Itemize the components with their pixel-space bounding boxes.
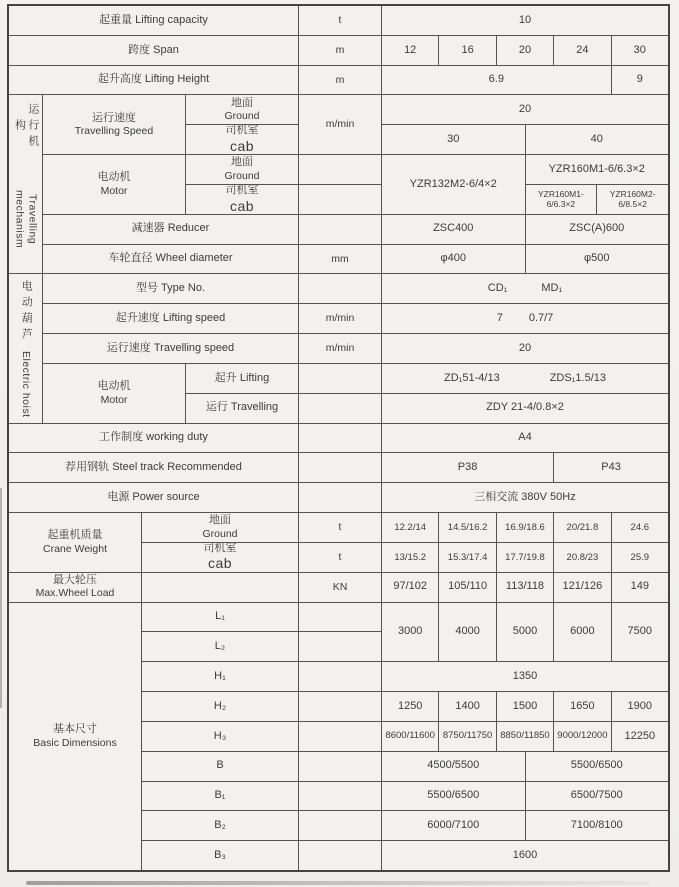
- hoist-travelling-speed-value: 20: [382, 334, 668, 363]
- crane-weight-ground-unit: t: [299, 513, 381, 542]
- dim-H3-value: 8750/11750: [439, 722, 495, 751]
- dim-H2-unit-empty: [299, 692, 381, 721]
- dim-B3-label: B₃: [142, 841, 298, 870]
- crane-weight-cab-label: 司机室 cab: [142, 543, 298, 572]
- dim-B1-unit-empty: [299, 782, 381, 811]
- power-source-unit-empty: [299, 483, 381, 512]
- scan-artifact-left-edge: [0, 488, 2, 708]
- dim-H2-value: 1650: [554, 692, 610, 721]
- max-wheel-load-unit: KN: [299, 573, 381, 602]
- dim-B1-value: 5500/6500: [382, 782, 525, 811]
- dim-H2-value: 1400: [439, 692, 495, 721]
- steel-track-value: P43: [554, 453, 668, 482]
- crane-weight-ground-value: 12.2/14: [382, 513, 438, 542]
- lifting-height-value: 6.9: [382, 66, 611, 95]
- section-travelling-mechanism-en: Travelling mechanism: [13, 189, 39, 249]
- lifting-capacity-unit: t: [299, 6, 381, 35]
- hoist-motor-lifting-label: 起升 Lifting: [186, 364, 298, 393]
- dim-B2-label: B₂: [142, 811, 298, 840]
- span-value: 20: [497, 36, 553, 65]
- dim-H2-value: 1500: [497, 692, 553, 721]
- travelling-speed-unit: m/min: [299, 95, 381, 154]
- travel-motor-value-right-top: YZR160M1-6/6.3×2: [526, 155, 669, 184]
- travelling-speed-cab-value: 30: [382, 125, 525, 154]
- span-value: 30: [612, 36, 668, 65]
- scan-artifact-bottom-edge: [26, 881, 649, 885]
- max-wheel-load-value: 121/126: [554, 573, 610, 602]
- type-no-label: 型号 Type No.: [43, 274, 298, 303]
- travel-motor-unit-empty: [299, 185, 381, 214]
- travelling-speed-ground-value: 20: [382, 95, 668, 124]
- hoist-travelling-speed-label: 运行速度 Travelling speed: [43, 334, 298, 363]
- span-label: 跨度 Span: [9, 36, 298, 65]
- travelling-speed-label-zh: 运行速度: [92, 111, 136, 124]
- lifting-capacity-value: 10: [382, 6, 668, 35]
- section-travelling-mechanism-zh: 运行机构: [13, 102, 39, 151]
- travelling-speed-label-en: Travelling Speed: [74, 125, 154, 138]
- max-wheel-load-value: 97/102: [382, 573, 438, 602]
- dim-L1-unit-empty: [299, 603, 381, 632]
- crane-weight-label: 起重机质量 Crane Weight: [9, 513, 141, 572]
- span-value: 12: [382, 36, 438, 65]
- reducer-value: ZSC(A)600: [526, 215, 669, 244]
- hoist-motor-lifting-unit-empty: [299, 364, 381, 393]
- travel-motor-value-left: YZR132M2-6/4×2: [382, 155, 525, 214]
- max-wheel-load-value: 105/110: [439, 573, 495, 602]
- travelling-speed-cab-value: 40: [526, 125, 669, 154]
- dim-B1-value: 6500/7500: [526, 782, 669, 811]
- travelling-speed-ground-label: 地面 Ground: [186, 95, 298, 124]
- dim-B3-unit-empty: [299, 841, 381, 870]
- crane-spec-table: [7, 4, 670, 872]
- type-no-unit-empty: [299, 274, 381, 303]
- working-duty-label: 工作制度 working duty: [9, 424, 298, 453]
- steel-track-value: P38: [382, 453, 553, 482]
- dim-L-value: 4000: [439, 603, 495, 662]
- section-electric-hoist-en: Electric hoist: [19, 350, 32, 418]
- hoist-motor-label: 电动机 Motor: [43, 364, 185, 423]
- dim-L-value: 3000: [382, 603, 438, 662]
- power-source-label: 电源 Power source: [9, 483, 298, 512]
- hoist-motor-travelling-value: ZDY 21-4/0.8×2: [382, 394, 668, 423]
- max-wheel-load-value: 149: [612, 573, 668, 602]
- crane-weight-cab-unit: t: [299, 543, 381, 572]
- travelling-speed-label: [43, 95, 185, 154]
- dim-L-value: 7500: [612, 603, 668, 662]
- hoist-motor-lifting-values: ZD₁51-4/13 ZDS₁1.5/13: [382, 364, 668, 393]
- dim-L-value: 6000: [554, 603, 610, 662]
- travelling-speed-cab-label: 司机室 cab: [186, 125, 298, 154]
- reducer-label: 减速器 Reducer: [43, 215, 298, 244]
- lifting-height-unit: m: [299, 66, 381, 95]
- dim-B2-value: 7100/8100: [526, 811, 669, 840]
- hoist-lifting-speed-values: 7 0.7/7: [382, 304, 668, 333]
- basic-dimensions-label: 基本尺寸 Basic Dimensions: [9, 603, 141, 870]
- lifting-capacity-label: 起重量 Lifting capacity: [9, 6, 298, 35]
- max-wheel-load-sub-empty: [142, 573, 298, 602]
- wheel-diameter-label: 车轮直径 Wheel diameter: [43, 245, 298, 274]
- lifting-height-value: 9: [612, 66, 668, 95]
- power-source-value: 三相交流 380V 50Hz: [382, 483, 668, 512]
- type-no-values: CD₁ MD₁: [382, 274, 668, 303]
- crane-weight-cab-value: 25.9: [612, 543, 668, 572]
- dim-B-value: 4500/5500: [382, 752, 525, 781]
- dim-H1-label: H₁: [142, 662, 298, 691]
- crane-weight-ground-value: 14.5/16.2: [439, 513, 495, 542]
- section-electric-hoist: [9, 274, 42, 422]
- wheel-diameter-value: φ400: [382, 245, 525, 274]
- hoist-motor-travelling-label: 运行 Travelling: [186, 394, 298, 423]
- dim-B3-value: 1600: [382, 841, 668, 870]
- dim-L2-label: L₂: [142, 632, 298, 661]
- travel-motor-value-bottom-right: YZR160M2-6/8.5×2: [597, 185, 668, 214]
- working-duty-value: A4: [382, 424, 668, 453]
- wheel-diameter-unit: mm: [299, 245, 381, 274]
- max-wheel-load-label: 最大轮压 Max.Wheel Load: [9, 573, 141, 602]
- crane-weight-cab-value: 15.3/17.4: [439, 543, 495, 572]
- dim-H1-value: 1350: [382, 662, 668, 691]
- crane-weight-ground-value: 20/21.8: [554, 513, 610, 542]
- travel-motor-value-bottom-left: YZR160M1-6/6.3×2: [526, 185, 597, 214]
- dim-B2-unit-empty: [299, 811, 381, 840]
- dim-H3-unit-empty: [299, 722, 381, 751]
- steel-track-label: 荐用钢轨 Steel track Recommended: [9, 453, 298, 482]
- dim-H1-unit-empty: [299, 662, 381, 691]
- max-wheel-load-value: 113/118: [497, 573, 553, 602]
- hoist-lifting-speed-label: 起升速度 Lifting speed: [43, 304, 298, 333]
- crane-weight-cab-value: 20.8/23: [554, 543, 610, 572]
- dim-H2-label: H₂: [142, 692, 298, 721]
- reducer-value: ZSC400: [382, 215, 525, 244]
- section-travelling-mechanism: [9, 95, 42, 273]
- reducer-unit-empty: [299, 215, 381, 244]
- dim-L1-label: L₁: [142, 603, 298, 632]
- wheel-diameter-value: φ500: [526, 245, 669, 274]
- dim-L-value: 5000: [497, 603, 553, 662]
- span-unit: m: [299, 36, 381, 65]
- steel-track-unit-empty: [299, 453, 381, 482]
- span-value: 16: [439, 36, 495, 65]
- working-duty-unit-empty: [299, 424, 381, 453]
- dim-B-unit-empty: [299, 752, 381, 781]
- dim-L2-unit-empty: [299, 632, 381, 661]
- crane-weight-cab-value: 17.7/19.8: [497, 543, 553, 572]
- section-electric-hoist-zh: 电动葫芦: [20, 279, 33, 344]
- crane-weight-ground-value: 16.9/18.6: [497, 513, 553, 542]
- dim-B2-value: 6000/7100: [382, 811, 525, 840]
- travel-motor-ground-label: 地面 Ground: [186, 155, 298, 184]
- travel-motor-unit-empty: [299, 155, 381, 184]
- crane-weight-cab-value: 13/15.2: [382, 543, 438, 572]
- dim-B-value: 5500/6500: [526, 752, 669, 781]
- span-value: 24: [554, 36, 610, 65]
- dim-H3-value: 8600/11600: [382, 722, 438, 751]
- lifting-height-label: 起升高度 Lifting Height: [9, 66, 298, 95]
- dim-H3-value: 12250: [612, 722, 668, 751]
- dim-B-label: B: [142, 752, 298, 781]
- dim-H2-value: 1900: [612, 692, 668, 721]
- hoist-lifting-speed-unit: m/min: [299, 304, 381, 333]
- dim-B1-label: B₁: [142, 782, 298, 811]
- crane-weight-ground-label: 地面 Ground: [142, 513, 298, 542]
- hoist-travelling-speed-unit: m/min: [299, 334, 381, 363]
- travel-motor-cab-label: 司机室 cab: [186, 185, 298, 214]
- hoist-motor-travelling-unit-empty: [299, 394, 381, 423]
- dim-H3-value: 8850/11850: [497, 722, 553, 751]
- crane-weight-ground-value: 24.6: [612, 513, 668, 542]
- dim-H3-label: H₃: [142, 722, 298, 751]
- dim-H2-value: 1250: [382, 692, 438, 721]
- dim-H3-value: 9000/12000: [554, 722, 610, 751]
- travel-motor-label: 电动机 Motor: [43, 155, 185, 214]
